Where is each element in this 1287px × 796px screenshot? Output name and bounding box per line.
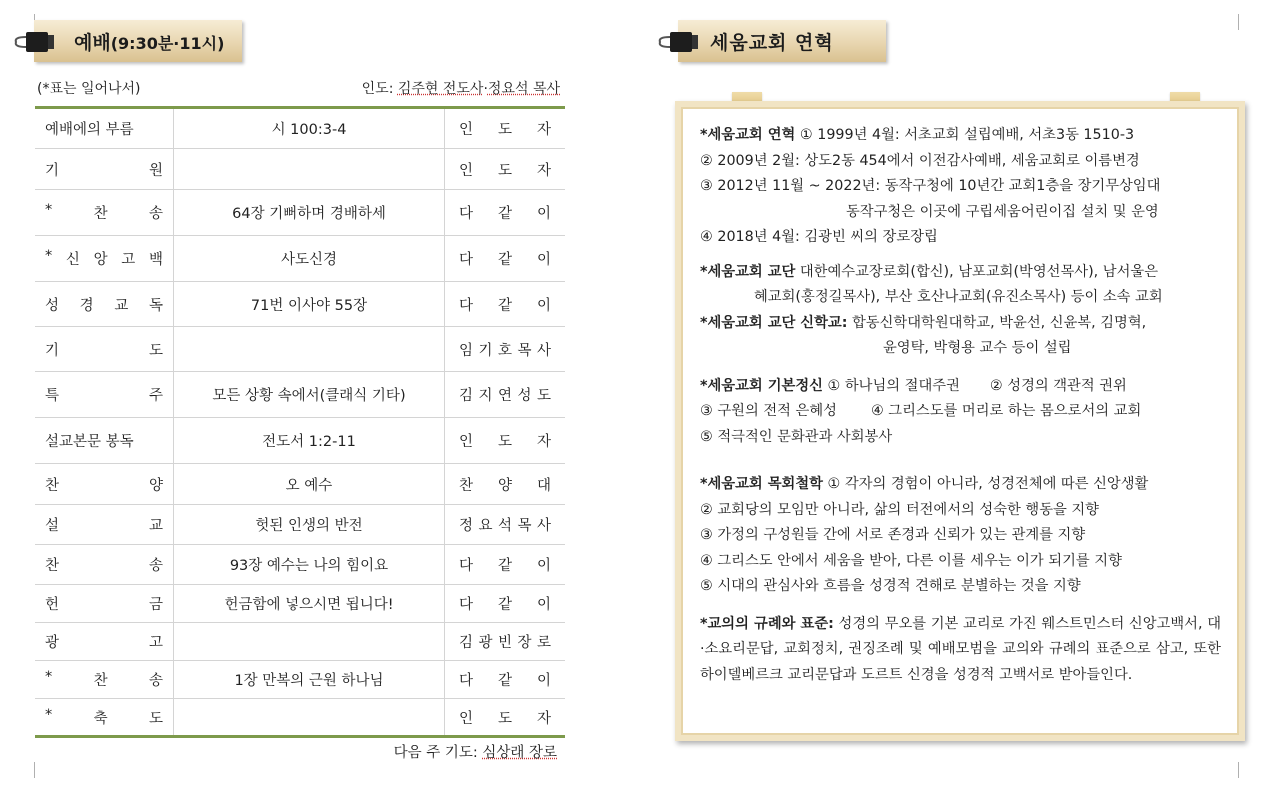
crop-mark-bottom-right [1238,762,1255,778]
worship-order-table [35,106,565,738]
history-line-1: *세움교회 연혁 ① 1999년 4월: 서초교회 설립예배, 서초3동 1510-3 [700,127,1135,143]
order-leader: 다 같 이 [459,597,551,613]
order-content: 전도서 1:2-11 [262,434,356,450]
spirit-line-1: *세움교회 기본정신 ① 하나님의 절대주권 ② 성경의 객관적 권위 [700,377,1127,394]
philosophy-line-5: ⑤ 시대의 관심사와 흐름을 성경적 견해로 분별하는 것을 지향 [700,578,1081,594]
worship-leaders: 인도: 김주현 전도사·정요석 목사 [361,81,560,97]
order-content: 64장 기뻐하며 경배하세 [232,206,386,222]
worship-title-tab [34,20,242,62]
order-leader: 다 같 이 [459,206,551,222]
order-row [35,327,565,372]
order-content: 시 100:3-4 [271,122,347,138]
history-line-5: ④ 2018년 4월: 김광빈 씨의 장로장립 [700,229,938,245]
order-content: 93장 예수는 나의 힘이요 [229,558,389,574]
order-leader: 인 도 자 [459,122,551,138]
order-item: 기 도 [45,342,163,359]
order-item: 예배에의 부름 [45,122,134,138]
order-item: 기 원 [45,162,163,179]
order-leader: 다 같 이 [459,252,551,268]
crop-mark-bottom-left [18,762,35,778]
history-line-4: 동작구청은 이곳에 구립세움어린이집 설치 및 운영 [846,203,1159,220]
order-row [35,661,565,699]
philosophy-line-4: ④ 그리스도 안에서 세움을 받아, 다른 이를 세우는 이가 되기를 지향 [700,552,1122,569]
history-panel [675,101,1245,741]
order-leader: 다 같 이 [459,673,551,689]
worship-time: (9:30분·11시) [110,33,225,53]
crop-mark-top-right [1238,14,1255,30]
order-leader: 인 도 자 [459,162,551,179]
denomination-line-2: 혜교회(홍정길목사), 부산 호산나교회(유진소목사) 등이 소속 교회 [754,289,1163,305]
order-row [35,505,565,545]
order-item: * 찬 송 [45,669,163,689]
order-item: 헌 금 [45,597,163,613]
order-content: 1장 만복의 근원 하나님 [234,673,384,689]
binder-clip-icon [656,30,702,54]
order-item: 특 주 [45,388,163,404]
order-leader: 정 요 석 목 사 [459,518,551,534]
order-item: 설교본문 봉독 [45,434,134,450]
order-item: * 축 도 [45,706,163,727]
crop-mark-top-left [18,14,35,30]
order-item: * 신 앙 고 백 [45,248,163,268]
order-row [35,108,565,149]
order-row [35,464,565,505]
order-row [35,149,565,190]
worship-title: 예배 [74,31,111,54]
order-content: 헛된 인생의 반전 [255,518,363,534]
order-row [35,282,565,327]
standing-note: (*표는 일어나서) [37,81,141,97]
philosophy-line-3: ③ 가정의 구성원들 간에 서로 존경과 신뢰가 있는 관계를 지향 [700,527,1086,543]
order-content: 헌금함에 넣으시면 됩니다! [224,597,394,613]
order-leader: 찬 양 대 [459,477,551,494]
spirit-line-3: ⑤ 적극적인 문화관과 사회봉사 [700,428,893,445]
order-content: 71번 이사야 55장 [250,297,368,314]
order-row [35,190,565,236]
worship-note-row [37,78,560,98]
order-leader: 다 같 이 [459,558,551,574]
order-item: 설 교 [45,518,163,534]
philosophy-line-1: *세움교회 목회철학 ① 각자의 경험이 아니라, 성경전체에 따른 신앙생활 [700,476,1149,492]
order-leader: 인 도 자 [459,434,551,450]
history-panel-content [681,107,1239,735]
order-leader: 김 광 빈 장 로 [459,635,551,651]
history-title-tab [678,20,886,62]
order-leader: 임 기 호 목 사 [459,342,551,359]
order-row [35,236,565,282]
order-content: 모든 상황 속에서(클래식 기타) [212,388,406,404]
binder-clip-icon [12,30,58,54]
order-leader: 인 도 자 [459,710,551,727]
history-title: 세움교회 연혁 [710,31,834,54]
order-item: 성 경 교 독 [45,297,163,314]
next-week-prayer: 다음 주 기도: 심상래 장로 [393,745,557,761]
denomination-line-1: *세움교회 교단 대한예수교장로회(합신), 남포교회(박영선목사), 남서울은 [700,263,1159,280]
order-row [35,623,565,661]
order-leader: 김 지 연 성 도 [459,388,551,404]
spirit-line-2: ③ 구원의 전적 은혜성 ④ 그리스도를 머리로 하는 몸으로서의 교회 [700,403,1142,419]
order-content: 오 예수 [285,477,333,494]
order-item: * 찬 송 [45,202,163,222]
doctrine-paragraph: *교의의 규례와 표준: 성경의 무오를 기본 교리로 가진 웨스트민스터 신앙고백서, 대·소요리문답, 교회정치, 권징조례 및 예배모범을 교의와 규례의 표준으로 삼고, 또한 하이델베르크 교리문답과 도르트 신경을 성경적 고백서로 받아들인다. [700,615,1222,683]
order-row [35,699,565,737]
history-line-2: ② 2009년 2월: 상도2동 454에서 이전감사예배, 세움교회로 이름변경 [700,152,1140,169]
order-row [35,545,565,585]
seminary-line-1: *세움교회 교단 신학교: 합동신학대학원대학교, 박윤선, 신윤복, 김명혁, [700,314,1147,331]
philosophy-line-2: ② 교회당의 모임만 아니라, 삶의 터전에서의 성숙한 행동을 지향 [700,501,1099,518]
order-row [35,372,565,418]
order-row [35,585,565,623]
order-item: 찬 양 [45,477,163,494]
order-leader: 다 같 이 [459,297,551,314]
order-item: 광 고 [45,635,163,651]
order-content: 사도신경 [280,252,338,268]
history-line-3: ③ 2012년 11월 ~ 2022년: 동작구청에 10년간 교회1층을 장기무상임대 [700,178,1161,194]
seminary-line-2: 윤영탁, 박형용 교수 등이 설립 [883,340,1072,356]
order-item: 찬 송 [45,558,163,574]
order-row [35,418,565,464]
